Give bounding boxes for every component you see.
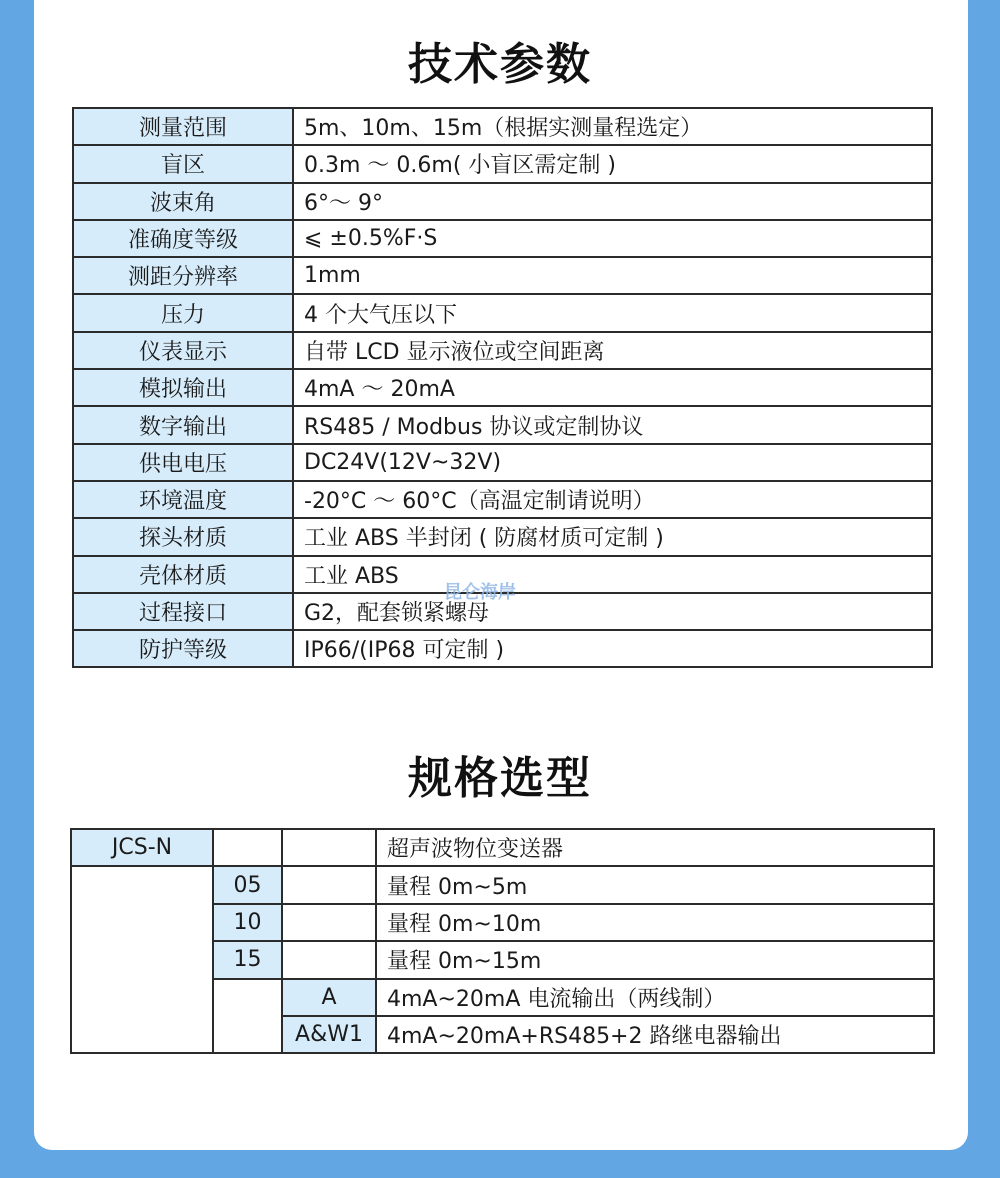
spec-label: 过程接口 xyxy=(73,593,293,630)
spec-value: RS485 / Modbus 协议或定制协议 xyxy=(293,406,932,443)
table-row xyxy=(73,183,932,220)
table-row xyxy=(73,257,932,294)
spec-value: DC24V(12V~32V) xyxy=(293,444,932,481)
table-row xyxy=(73,630,932,667)
spec-value: 工业 ABS 半封闭 ( 防腐材质可定制 ) xyxy=(293,518,932,555)
empty-cell xyxy=(282,904,376,941)
spec-value: IP66/(IP68 可定制 ) xyxy=(293,630,932,667)
range-description: 量程 0m~5m xyxy=(376,866,934,903)
watermark-logo: 昆仑海岸 xyxy=(444,582,516,603)
range-code: 10 xyxy=(213,904,282,941)
empty-cell xyxy=(213,979,282,1054)
empty-cell xyxy=(282,941,376,978)
spec-label: 壳体材质 xyxy=(73,556,293,593)
spec-label: 数字输出 xyxy=(73,406,293,443)
table-row xyxy=(73,369,932,406)
table-row xyxy=(71,866,934,903)
table-row xyxy=(73,444,932,481)
spec-value: 4 个大气压以下 xyxy=(293,294,932,331)
output-code: A xyxy=(282,979,376,1016)
spec-label: 探头材质 xyxy=(73,518,293,555)
output-description: 4mA~20mA 电流输出（两线制） xyxy=(376,979,934,1016)
range-code: 05 xyxy=(213,866,282,903)
spec-section-title: 技术参数 xyxy=(408,39,592,90)
spec-value: 工业 ABS xyxy=(293,556,932,593)
spec-label: 波束角 xyxy=(73,183,293,220)
table-row xyxy=(71,829,934,866)
table-row xyxy=(73,145,932,182)
table-row xyxy=(73,332,932,369)
spec-label: 盲区 xyxy=(73,145,293,182)
spec-label: 准确度等级 xyxy=(73,220,293,257)
spec-value: 0.3m ～ 0.6m( 小盲区需定制 ) xyxy=(293,145,932,182)
spec-label: 供电电压 xyxy=(73,444,293,481)
spec-value: 4mA ～ 20mA xyxy=(293,369,932,406)
spec-value: 1mm xyxy=(293,257,932,294)
spec-value: 6°～ 9° xyxy=(293,183,932,220)
model-description: 超声波物位变送器 xyxy=(376,829,934,866)
spec-label: 测量范围 xyxy=(73,108,293,145)
table-row xyxy=(73,518,932,555)
spec-label: 仪表显示 xyxy=(73,332,293,369)
table-row xyxy=(73,481,932,518)
spec-label: 压力 xyxy=(73,294,293,331)
table-row xyxy=(73,220,932,257)
table-row xyxy=(73,294,932,331)
empty-cell xyxy=(282,829,376,866)
spec-label: 测距分辨率 xyxy=(73,257,293,294)
empty-cell xyxy=(71,866,213,1053)
spec-label: 环境温度 xyxy=(73,481,293,518)
spec-label: 防护等级 xyxy=(73,630,293,667)
output-code: A&W1 xyxy=(282,1016,376,1053)
range-code: 15 xyxy=(213,941,282,978)
output-description: 4mA~20mA+RS485+2 路继电器输出 xyxy=(376,1016,934,1053)
selection-section-title: 规格选型 xyxy=(408,753,592,804)
table-row xyxy=(73,406,932,443)
spec-label: 模拟输出 xyxy=(73,369,293,406)
selection-table xyxy=(70,828,935,1054)
spec-value: ⩽ ±0.5%F·S xyxy=(293,220,932,257)
model-code: JCS-N xyxy=(71,829,213,866)
spec-value: -20°C ～ 60°C（高温定制请说明） xyxy=(293,481,932,518)
range-description: 量程 0m~15m xyxy=(376,941,934,978)
table-row xyxy=(73,108,932,145)
spec-value: G2，配套锁紧螺母 xyxy=(293,593,932,630)
range-description: 量程 0m~10m xyxy=(376,904,934,941)
spec-value: 自带 LCD 显示液位或空间距离 xyxy=(293,332,932,369)
empty-cell xyxy=(282,866,376,903)
empty-cell xyxy=(213,829,282,866)
spec-value: 5m、10m、15m（根据实测量程选定） xyxy=(293,108,932,145)
